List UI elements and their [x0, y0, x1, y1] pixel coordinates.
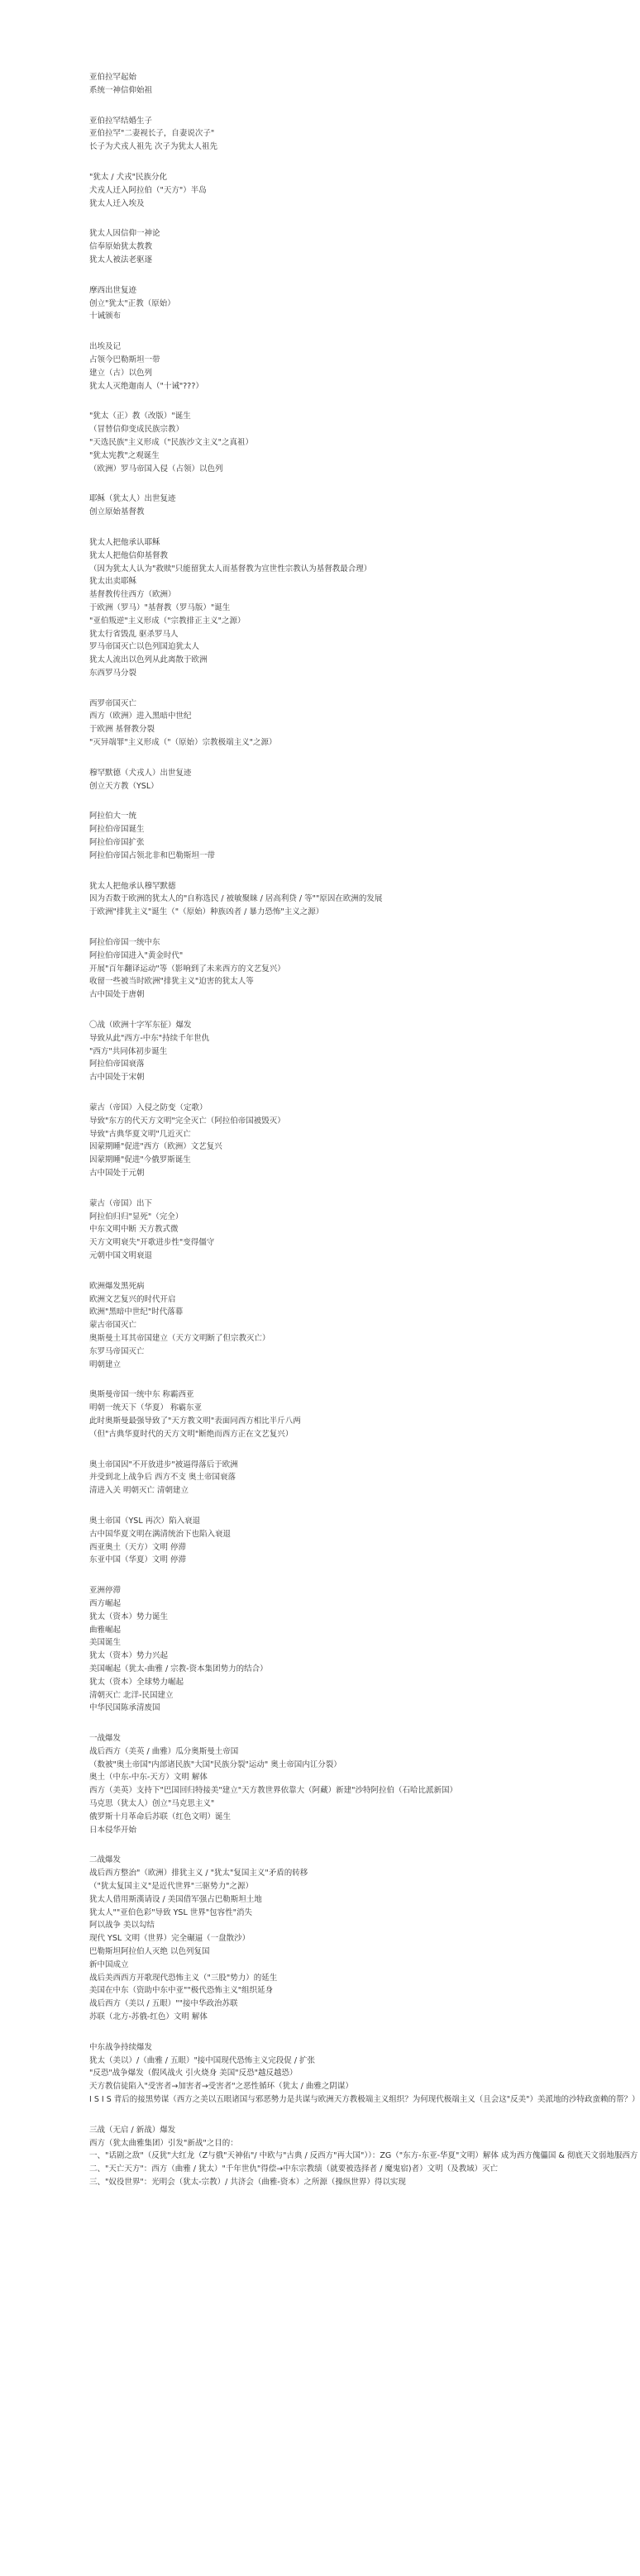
text-line: 战后西方（美以 / 五眼）""接中华政治苏联: [89, 1999, 238, 2009]
paragraph-block: [89, 2041, 640, 2107]
text-line: 美国崛起（犹太-曲雅 / 宗教-资本集团势力的结合）: [89, 1664, 268, 1674]
text-line: "天选民族"主义形成（"民族沙文主义"之真祖）: [89, 437, 253, 447]
text-line: 犹太人借用斯漢请设 / 美国借军强占巴勒斯坦土地: [89, 1894, 262, 1904]
text-line: 曲雅崛起: [89, 1625, 122, 1635]
text-line: 明朝建立: [89, 1359, 122, 1369]
text-line: 占领今巴勒斯坦一带: [89, 355, 160, 364]
text-line: 西方（犹太曲雅集团）引发"新战"之目的：: [89, 2138, 238, 2148]
text-line: 奥土（中东-中东-天方）文明 解体: [89, 1773, 208, 1783]
text-line: 长子为犬戎人祖先 次子为犹太人祖先: [89, 142, 218, 152]
text-line: 摩西出世复迹: [89, 285, 137, 295]
text-line: 战后美西西方开歌现代恐怖主义（"三股"势力）的延生: [89, 1973, 278, 1983]
text-line: 中华民国陈承清废国: [89, 1703, 160, 1713]
paragraph-block: [89, 340, 562, 393]
text-line: 现代 YSL 文明（世界）完全碾逼（一盘散沙）: [89, 1934, 251, 1944]
text-line: （"犹太复国主义"是近代世界"三驱势力"之源）: [89, 1882, 253, 1892]
text-line: 西方（欧洲）进入黑暗中世纪: [89, 712, 192, 721]
text-line: 中东战争持续爆发: [89, 2042, 153, 2052]
text-line: 亚伯拉罕"二妻视长子，自妻说次子": [89, 129, 215, 139]
text-line: 阿拉伯帝国诞生: [89, 825, 145, 835]
text-line: 蒙古（帝国）出下: [89, 1198, 153, 1208]
text-line: 犹太人把他信仰基督教: [89, 550, 169, 560]
text-line: 古中国华夏文明在满清统治下也陷入衰退: [89, 1529, 232, 1539]
text-line: 天方文明衰失"开歌进步性"变得僵守: [89, 1238, 215, 1248]
text-line: 犹太人被法老驱逐: [89, 255, 153, 264]
text-line: 西亚奥土（天方）文明 停滞: [89, 1542, 187, 1552]
text-line: 东亚中国（华夏）文明 停滞: [89, 1555, 187, 1565]
text-line: 犹太人因信仰一神论: [89, 229, 160, 239]
text-line: 蒙古（帝国）入侵之防变（定歌）: [89, 1103, 208, 1113]
text-line: （因为犹太人认为"救赎"只能留犹太人而基督教为宣世性宗教认为基督教最合理）: [89, 564, 372, 574]
text-line: 西方（美英）支持下"巴国回归特接美"建立"天方教世界依靠大（阿藏）新建"沙特阿拉伯（石哈比派新国）: [89, 1786, 457, 1796]
text-line: 古中国处于唐朝: [89, 990, 145, 1000]
text-line: 东罗马帝国灭亡: [89, 1346, 145, 1356]
paragraph-block: [89, 227, 562, 266]
text-line: 俄罗斯十月革命后苏联（红色文明）诞生: [89, 1812, 232, 1821]
paragraph-block: [89, 1102, 562, 1180]
text-line: 美国在中东（资助中东中亚""极代恐怖主义"组织延身: [89, 1986, 274, 1996]
paragraph-block: [89, 493, 562, 519]
text-line: 犹太人迁入埃及: [89, 198, 145, 208]
paragraph-block: [89, 71, 562, 98]
text-line: 阿拉伯帝国进入"黄金时代": [89, 950, 184, 960]
paragraph-block: [89, 171, 562, 210]
text-line: 东西罗马分裂: [89, 668, 137, 678]
text-line: 信奉原始犹太教教: [89, 242, 153, 252]
text-line: 二战爆发: [89, 1855, 122, 1865]
text-line: （但"古典华夏时代的天方文明"断绝而西方正在文艺复兴）: [89, 1429, 294, 1439]
text-line: 阿拉伯帝国一统中东: [89, 938, 160, 948]
text-line: 马克思（犹太人）创立"马克思主义": [89, 1799, 215, 1809]
text-line: 西罗帝国灭亡: [89, 698, 137, 708]
text-line: 日本侵华开始: [89, 1825, 137, 1835]
text-line: 犹太人把他承认穆罕默德: [89, 881, 176, 891]
text-line: 奥土帝国因"不开放进步"被逼得落后于欧洲: [89, 1459, 238, 1469]
text-line: 犹太人""亚伯色彩"导致 YSL 世界"包容性"消失: [89, 1907, 253, 1917]
text-line: 建立（古）以色列: [89, 368, 153, 378]
text-line: （冒替信仰变成民族宗教）: [89, 425, 184, 435]
paragraph-block: [89, 1854, 562, 2023]
text-line: 战后西方（美英 / 曲雅）瓜分奥斯曼土帝国: [89, 1746, 239, 1756]
text-line: 〇战（欧洲十字军东征）爆发: [89, 1021, 192, 1031]
text-line: 开展"百年翻译运动"等（影响到了未来西方的文艺复兴）: [89, 964, 285, 974]
text-line: （欧洲）罗马帝国入侵（占领）以色列: [89, 464, 223, 474]
text-line: 亚伯拉罕起始: [89, 73, 137, 82]
text-line: 新中国成立: [89, 1959, 129, 1969]
paragraph-block: [89, 410, 562, 475]
text-line: 一、"话剧之敌"（反犹"大红龙（Z与俄"天神佑"/ 中欧与"古典 / 反西方"再大国"））：ZG（"东方-东亚-华夏"文明）解体 成为西方傀儡国 & 彻底天文弱地服西方: [89, 2151, 638, 2161]
text-line: 战后西方整治"（欧洲）排犹主义 / "犹太"复国主义"矛盾的转移: [89, 1869, 308, 1878]
text-line: 犹太人把他承认耶稣: [89, 537, 160, 547]
text-line: 耶稣（犹太人）出世复迹: [89, 494, 176, 504]
paragraph-block: [89, 1515, 562, 1567]
text-line: 犹太人流出以色列从此离散于欧洲: [89, 655, 208, 665]
paragraph-block: [89, 698, 562, 750]
text-line: 天方教信徒陷入"受害者→加害者→受害者"之恶性循环（犹太 / 曲雅之阴谋）: [89, 2082, 353, 2092]
text-line: "犹太 / 犬戎"民族分化: [89, 172, 167, 182]
text-line: 犹太（资本）势力诞生: [89, 1612, 169, 1621]
text-line: 创立天方教（YSL）: [89, 781, 159, 791]
text-line: 犹太（资本）势力兴起: [89, 1651, 169, 1661]
text-line: 一战爆发: [89, 1734, 122, 1744]
text-line: 穆罕默德（犬戎人）出世复迹: [89, 768, 192, 778]
text-line: 蒙古帝国灭亡: [89, 1321, 137, 1331]
paragraph-block: [89, 1388, 562, 1440]
text-line: "西方"共同体初步诞生: [89, 1046, 168, 1056]
paragraph-block: [89, 115, 562, 154]
paragraph-block: [89, 1019, 562, 1084]
text-line: 阿以战争 美以勾结: [89, 1921, 155, 1931]
text-line: 三、"奴役世界"：光明会（犹太-宗教）/ 共济会（曲雅-资本）之所源（操纵世界）得以实现: [89, 2178, 406, 2187]
text-line: 清朝灭亡 北洋-民国建立: [89, 1690, 174, 1700]
paragraph-block: [89, 284, 562, 323]
paragraph-block: [89, 1732, 562, 1836]
text-line: 亚伯拉罕结婚生子: [89, 116, 153, 126]
paragraph-block: [89, 810, 562, 862]
text-line: 中东文明中断 天方教式微: [89, 1225, 179, 1235]
paragraph-block: [89, 1584, 562, 1715]
text-line: "犹太宪教"之观诞生: [89, 450, 160, 460]
paragraph-block: [89, 1459, 562, 1498]
text-line: 古中国处于宋朝: [89, 1073, 145, 1083]
text-line: 阿拉伯帝国占领北非和巴勒斯坦一带: [89, 850, 216, 860]
text-line: 欧洲爆发黑死病: [89, 1281, 145, 1291]
text-line: 导致"东方的代天方文明"完全灭亡（阿拉伯帝国被毁灭）: [89, 1116, 285, 1126]
text-line: 犹太出卖耶稣: [89, 577, 137, 587]
paragraph-block: [89, 536, 562, 680]
text-line: 因为否数于欧洲的犹太人的"自称选民 / 被敏聚睐 / 居高利贷 / 等""原因在欧洲的发展: [89, 894, 383, 904]
text-line: 基督教传往西方（欧洲）: [89, 590, 176, 600]
text-line: 于欧洲 基督教分裂: [89, 725, 155, 735]
text-line: "反恐"战争爆发（假风战火 引火烧身 美国"反恐"越反越恐）: [89, 2069, 298, 2078]
text-line: 清进入关 明朝灭亡 清朝建立: [89, 1486, 189, 1496]
text-line: "犹太（正）教（改版）"诞生: [89, 412, 191, 421]
text-line: 阿拉伯大一统: [89, 812, 137, 821]
text-line: "灭异端罪"主义形成（"（原始）宗教极端主义"之源）: [89, 738, 277, 748]
text-line: 阿拉伯帝国衰落: [89, 1059, 145, 1069]
text-line: 二、"天亡天方"：西方（曲雅 / 犹太）"千年世仇"得偿→中东宗教绩（就要被选择者 / 魔鬼宿)者）文明（及教域）灭亡: [89, 2164, 499, 2174]
text-line: （数被"奥土帝国"内部诸民族"大国"民族分裂"运动" 奥土帝国内讧分裂）: [89, 1759, 341, 1769]
text-line: 罗马帝国灭亡以色列国迫犹太人: [89, 642, 200, 652]
text-line: 出埃及记: [89, 342, 122, 352]
text-line: 犹太人灭绝迦南人（"十诫"???）: [89, 381, 203, 391]
text-line: 古中国处于元朝: [89, 1169, 145, 1178]
text-line: 十诫颁布: [89, 312, 122, 321]
text-line: 犹太（美以）/（曲雅 / 五眼）"接中国现代恐怖主义完段促 / 扩张: [89, 2055, 316, 2065]
paragraph-block: [89, 880, 562, 919]
text-line: 收留一些被当时欧洲"排犹主义"迫害的犹太人等: [89, 977, 254, 987]
paragraph-block: [89, 1198, 562, 1263]
text-line: 苏联（北方-苏俄-红色）文明 解体: [89, 2012, 208, 2022]
text-line: 并受到北上战争后 西方不支 奥土帝国衰落: [89, 1473, 236, 1483]
text-line: 导致"古典华夏文明"几近灭亡: [89, 1129, 191, 1139]
text-line: 创立"犹太"正教（原始）: [89, 298, 175, 308]
text-line: 因蒙期睡"促进"今俄罗斯诞生: [89, 1155, 191, 1165]
text-line: 欧洲文艺复兴的时代开启: [89, 1294, 176, 1304]
text-line: 于欧洲"排犹主义"诞生（"（原始）种族凶者 / 暴力恐怖"主义之源）: [89, 907, 324, 917]
text-line: I S I S 背后的接黑势谋（西方之美以五眼诸国与邪恶勢力是共谋与欧洲天方教极端主义组织？为何现代极端主义（且会这"反美"）美派地的沙特政蛮赖的帮？）: [89, 2095, 640, 2105]
text-line: 美国诞生: [89, 1638, 122, 1648]
text-line: 系统一神信仰始祖: [89, 85, 153, 95]
text-line: 犹太（资本）全球势力崛起: [89, 1677, 184, 1687]
text-line: 犹太行省毁乱 驱杀罗马人: [89, 629, 179, 639]
text-line: 导致从此"西方-中东"持续千年世仇: [89, 1033, 210, 1043]
text-line: 于欧洲（罗马）"基督教（罗马版）"诞生: [89, 602, 231, 612]
text-line: 巴勒斯坦阿拉伯人灭绝 以色列复国: [89, 1947, 210, 1957]
paragraph-block: [89, 1280, 562, 1372]
text-line: "亚伯叛逆"主义形成（"宗教排正主义"之源）: [89, 616, 246, 626]
text-line: 奥斯曼土耳其帝国建立（天方文明断了但宗教灭亡）: [89, 1333, 270, 1343]
paragraph-block: [89, 2124, 638, 2189]
text-line: 西方崛起: [89, 1598, 122, 1608]
text-line: 亚洲停滞: [89, 1586, 122, 1596]
text-line: 犬戎人迁入阿拉伯（"天方"）半岛: [89, 185, 207, 195]
text-line: 奥斯曼帝国一统中东 称霸西亚: [89, 1390, 194, 1400]
text-line: 因蒙期睡"促进"西方（欧洲）文艺复兴: [89, 1142, 222, 1152]
text-line: 此时奥斯曼最强导致了"天方教文明"表面同西方相比半斤八两: [89, 1416, 301, 1426]
text-line: 创立原始基督教: [89, 507, 145, 517]
text-line: 欧洲"黑暗中世纪"时代落幕: [89, 1307, 184, 1317]
text-line: 明朝一统天下（华夏） 称霸东亚: [89, 1403, 203, 1413]
paragraph-block: [89, 767, 562, 793]
text-line: 阿拉伯归归"显死"（完全）: [89, 1212, 184, 1221]
text-line: 阿拉伯帝国扩张: [89, 838, 145, 848]
paragraph-block: [89, 936, 562, 1002]
text-line: 奥土帝国（YSL 再次）陷入衰退: [89, 1516, 201, 1526]
text-line: 三战（无启 / 新战）爆发: [89, 2125, 176, 2135]
text-line: 元朝中国文明衰退: [89, 1250, 153, 1260]
